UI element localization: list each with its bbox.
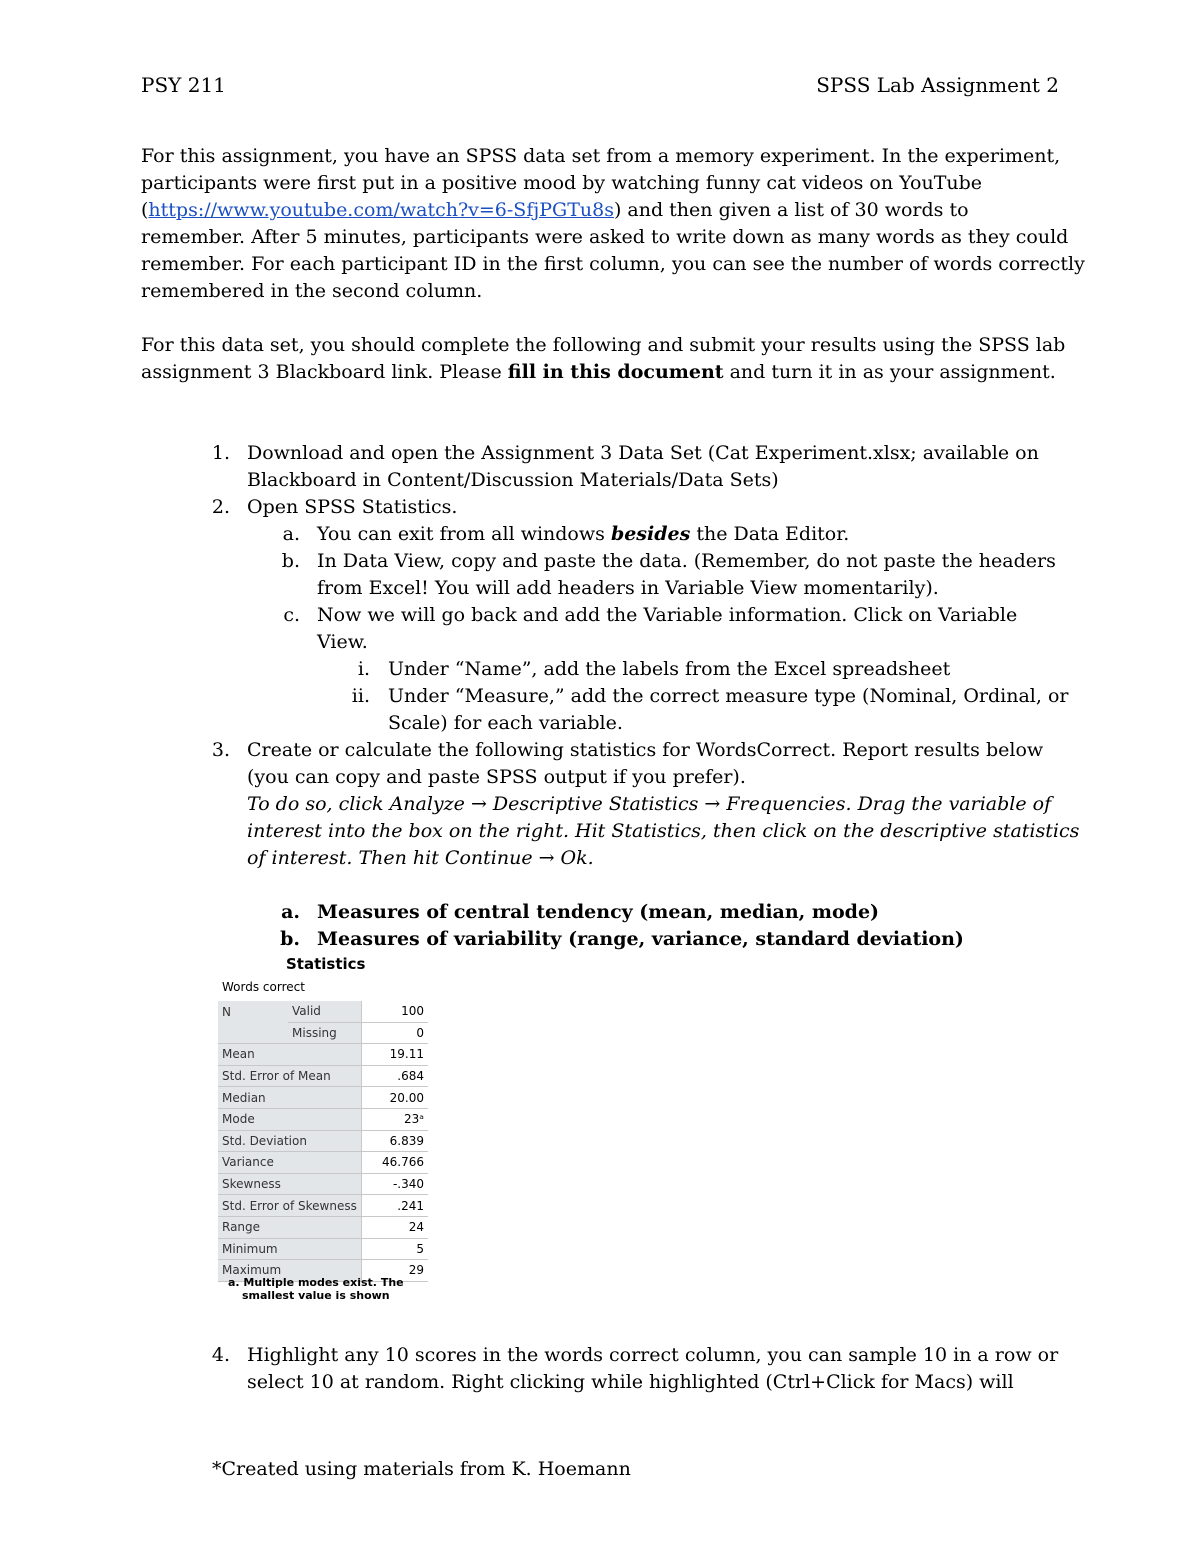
row-value: 20.00 <box>362 1087 429 1109</box>
step-italic-text: of interest. Then hit Continue → Ok. <box>247 847 594 869</box>
row-label: Maximum <box>218 1260 362 1282</box>
instructions-line: For this data set, you should complete the following and submit your results using the SPSS lab <box>141 334 1066 356</box>
table-row <box>218 1065 428 1087</box>
substep-text: Scale) for each variable. <box>388 712 623 734</box>
row-value: 24 <box>362 1216 429 1238</box>
instructions-line <box>141 359 1056 386</box>
substep-letter: b. <box>281 550 300 572</box>
row-label: Median <box>218 1087 362 1109</box>
course-code: PSY 211 <box>141 73 226 97</box>
spss-statistics-table <box>218 1001 428 1282</box>
instructions-text: and turn it in as your assignment. <box>723 361 1056 383</box>
spss-footnote-line: smallest value is shown <box>242 1289 390 1302</box>
substep-text: Under “Measure,” add the correct measure type (Nominal, Ordinal, or <box>388 685 1069 707</box>
table-row <box>218 1087 428 1109</box>
spss-footnote-line: a. Multiple modes exist. The <box>228 1276 404 1289</box>
row-value: 23ᵃ <box>362 1108 429 1130</box>
footer-note: *Created using materials from K. Hoemann <box>212 1458 631 1480</box>
table-row <box>218 1001 428 1022</box>
table-row <box>218 1152 428 1174</box>
table-row <box>218 1216 428 1238</box>
row-value: 46.766 <box>362 1152 429 1174</box>
step-italic-text: interest into the box on the right. Hit Statistics, then click on the descriptive statistics <box>247 820 1080 842</box>
spss-variable-name: Words correct <box>222 980 305 994</box>
table-row <box>218 1173 428 1195</box>
row-label: Mean <box>218 1044 362 1066</box>
step-italic-text: To do so, click Analyze → Descriptive Statistics → Frequencies. Drag the variable of <box>247 793 1052 815</box>
row-label: Mode <box>218 1108 362 1130</box>
emphasis-text: fill in this document <box>507 361 724 383</box>
row-label <box>218 1022 288 1044</box>
intro-text: ) and then given a list of 30 words to <box>613 199 969 221</box>
row-label: Variance <box>218 1152 362 1174</box>
substep-letter: a. <box>281 901 300 923</box>
substep-heading: Measures of variability (range, variance, standard deviation) <box>317 928 964 950</box>
roman-numeral: ii. <box>351 685 370 707</box>
step-number: 2. <box>211 496 230 518</box>
substep-text-part: You can exit from all windows <box>317 523 611 545</box>
instructions-text: assignment 3 Blackboard link. Please <box>141 361 508 383</box>
substep-letter: b. <box>280 928 300 950</box>
intro-line: remember. After 5 minutes, participants were asked to write down as many words as they could <box>141 226 1069 248</box>
paren-open: ( <box>141 199 149 221</box>
emphasis-text: besides <box>610 523 691 545</box>
document-title: SPSS Lab Assignment 2 <box>816 73 1059 97</box>
intro-line: For this assignment, you have an SPSS data set from a memory experiment. In the experiment, <box>141 145 1061 167</box>
step-text: Download and open the Assignment 3 Data Set (Cat Experiment.xlsx; available on <box>247 442 1039 464</box>
row-label: N <box>218 1001 288 1022</box>
row-value: -.340 <box>362 1173 429 1195</box>
row-label: Std. Error of Mean <box>218 1065 362 1087</box>
row-value: 100 <box>362 1001 429 1022</box>
row-sublabel: Missing <box>288 1022 362 1044</box>
spss-footnote <box>228 1276 404 1302</box>
step-number: 1. <box>211 442 230 464</box>
step-text: Create or calculate the following statistics for WordsCorrect. Report results below <box>247 739 1044 761</box>
step-number: 4. <box>211 1344 230 1366</box>
row-value: 0 <box>362 1022 429 1044</box>
table-row <box>218 1195 428 1217</box>
substep-text: Under “Name”, add the labels from the Excel spreadsheet <box>388 658 951 680</box>
youtube-link[interactable]: https://www.youtube.com/watch?v=6-SfjPGTu8s <box>148 199 614 221</box>
intro-line: participants were first put in a positive mood by watching funny cat videos on YouTube <box>141 172 983 194</box>
row-label: Range <box>218 1216 362 1238</box>
substep-letter: c. <box>283 604 300 626</box>
table-row <box>218 1130 428 1152</box>
roman-numeral: i. <box>357 658 370 680</box>
row-label: Skewness <box>218 1173 362 1195</box>
table-row <box>218 1238 428 1260</box>
substep-text-part: the Data Editor. <box>690 523 850 545</box>
substep-text: from Excel! You will add headers in Variable View momentarily). <box>317 577 939 599</box>
row-value: 19.11 <box>362 1044 429 1066</box>
row-value: 29 <box>362 1260 429 1282</box>
table-row <box>218 1108 428 1130</box>
row-label: Std. Error of Skewness <box>218 1195 362 1217</box>
table-row <box>218 1044 428 1066</box>
intro-line: remember. For each participant ID in the first column, you can see the number of words correctly <box>141 253 1085 275</box>
step-number: 3. <box>211 739 230 761</box>
substep-text <box>317 521 849 548</box>
row-value: 5 <box>362 1238 429 1260</box>
intro-line <box>141 197 969 224</box>
row-sublabel: Valid <box>288 1001 362 1022</box>
row-label: Minimum <box>218 1238 362 1260</box>
row-value: .241 <box>362 1195 429 1217</box>
substep-text: Now we will go back and add the Variable information. Click on Variable <box>317 604 1018 626</box>
table-row <box>218 1022 428 1044</box>
step-text: (you can copy and paste SPSS output if you prefer). <box>247 766 746 788</box>
step-text: Highlight any 10 scores in the words correct column, you can sample 10 in a row or <box>247 1344 1059 1366</box>
row-value: 6.839 <box>362 1130 429 1152</box>
substep-text: In Data View, copy and paste the data. (Remember, do not paste the headers <box>317 550 1056 572</box>
intro-line: remembered in the second column. <box>141 280 483 302</box>
substep-heading: Measures of central tendency (mean, median, mode) <box>317 901 880 923</box>
step-text: select 10 at random. Right clicking while highlighted (Ctrl+Click for Macs) will <box>247 1371 1014 1393</box>
row-label: Std. Deviation <box>218 1130 362 1152</box>
substep-text: View. <box>317 631 368 653</box>
step-text: Blackboard in Content/Discussion Materials/Data Sets) <box>247 469 779 491</box>
spss-table-title: Statistics <box>286 955 366 973</box>
step-text: Open SPSS Statistics. <box>247 496 458 518</box>
row-value: .684 <box>362 1065 429 1087</box>
substep-letter: a. <box>282 523 300 545</box>
